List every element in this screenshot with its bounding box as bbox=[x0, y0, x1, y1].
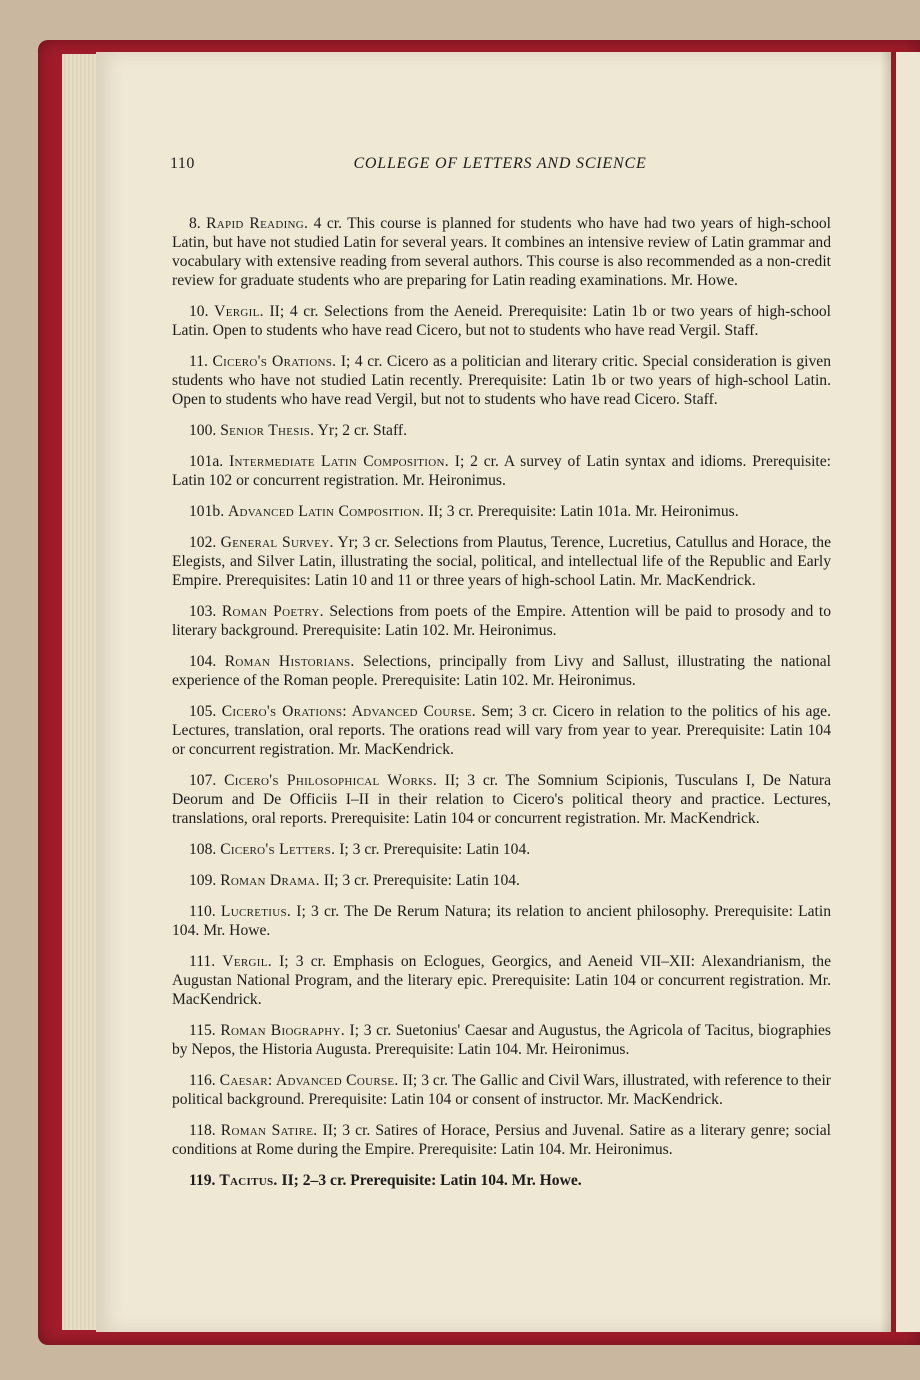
course-title: Roman Historians. bbox=[224, 653, 355, 670]
course-description: II; 3 cr. Satires of Horace, Persius and Juvenal. Satire as a literary genre; social conditions at Rome during the Empire. Prerequisite: Latin 104. Mr. Heironimus. bbox=[172, 1122, 832, 1158]
course-number: 119. bbox=[189, 1172, 216, 1189]
course-entry bbox=[172, 421, 831, 440]
course-number: 111. bbox=[189, 953, 216, 970]
running-title: COLLEGE OF LETTERS AND SCIENCE bbox=[353, 155, 647, 172]
course-title: Roman Satire. bbox=[220, 1122, 318, 1139]
course-title: General Survey. bbox=[220, 534, 334, 551]
course-number: 100. bbox=[189, 422, 217, 439]
course-title: Roman Drama. bbox=[220, 872, 320, 889]
course-entry bbox=[172, 871, 831, 890]
course-description: I; 3 cr. The De Rerum Natura; its relation to ancient philosophy. Prerequisite: Latin 104. Mr. Howe. bbox=[172, 903, 831, 939]
course-entry bbox=[172, 533, 831, 590]
course-number: 102. bbox=[189, 534, 217, 551]
course-entry bbox=[172, 840, 831, 859]
course-entry bbox=[172, 1021, 831, 1059]
course-title: Cicero's Letters. bbox=[220, 841, 336, 858]
course-entry bbox=[172, 214, 831, 290]
course-title: Cicero's Philosophical Works. bbox=[224, 772, 438, 789]
spine-shadow bbox=[880, 52, 896, 1332]
course-description: II; 4 cr. Selections from the Aeneid. Prerequisite: Latin 1b or two years of high-school Latin. Open to students who have read Cicero, but not to students who have read Vergil. Staff. bbox=[172, 303, 831, 339]
course-entry bbox=[172, 452, 831, 490]
course-title: Vergil. bbox=[214, 303, 264, 320]
page-number: 110 bbox=[170, 155, 195, 172]
course-description: II; 3 cr. The Somnium Scipionis, Tusculans I, De Natura Deorum and De Officiis I–II in their relation to Cicero's political theory and practice. Lectures, translations, oral reports. Prerequisite: Latin 104 or concurrent registration. Mr. MacKendrick. bbox=[172, 772, 831, 827]
course-description: Selections from poets of the Empire. Attention will be paid to prosody and to literary background. Prerequisite: Latin 102. Mr. Heironimus. bbox=[172, 603, 831, 639]
course-description: II; 3 cr. Prerequisite: Latin 101a. Mr. Heironimus. bbox=[424, 503, 739, 520]
course-entry bbox=[172, 1071, 831, 1109]
course-number: 108. bbox=[189, 841, 217, 858]
course-entry bbox=[172, 1121, 831, 1159]
course-description: II; 3 cr. Prerequisite: Latin 104. bbox=[319, 872, 520, 889]
course-number: 115. bbox=[189, 1022, 216, 1039]
course-number: 107. bbox=[189, 772, 217, 789]
course-number: 110. bbox=[189, 903, 216, 920]
course-description: I; 3 cr. Emphasis on Eclogues, Georgics, and Aeneid VII–XII: Alexandrianism, the Augustan National Program, and the literary epic. Prerequisite: Latin 104 or concurrent registration. Mr. MacKendrick. bbox=[172, 953, 831, 1008]
course-entry bbox=[172, 502, 831, 521]
course-description: Selections, principally from Livy and Sallust, illustrating the national experience of the Roman people. Prerequisite: Latin 102. Mr. Heironimus. bbox=[172, 653, 832, 689]
course-title: Cicero's Orations: Advanced Course. bbox=[221, 703, 476, 720]
course-number: 103. bbox=[189, 603, 217, 620]
course-entry bbox=[172, 602, 831, 640]
course-entry bbox=[172, 302, 831, 340]
course-entry bbox=[172, 902, 831, 940]
course-list bbox=[172, 214, 831, 1202]
course-description: I; 3 cr. Prerequisite: Latin 104. bbox=[335, 841, 531, 858]
course-number: 109. bbox=[189, 872, 217, 889]
course-number: 118. bbox=[189, 1122, 216, 1139]
course-entry bbox=[172, 652, 831, 690]
course-entry bbox=[172, 952, 831, 1009]
course-number: 101a. bbox=[189, 453, 224, 470]
course-number: 10. bbox=[189, 303, 209, 320]
course-description: 4 cr. This course is planned for students who have had two years of high-school Latin, but have not studied Latin for several years. It combines an intensive review of Latin grammar and vocabulary with extensive reading from several authors. This course is also recommended as a non-credit review for graduate students who are preparing for Latin reading examinations. Mr. Howe. bbox=[172, 215, 832, 289]
course-title: Vergil. bbox=[222, 953, 272, 970]
course-title: Rapid Reading. bbox=[206, 215, 309, 232]
course-description: II; 2–3 cr. Prerequisite: Latin 104. Mr. Howe. bbox=[277, 1172, 582, 1189]
course-description: Sem; 3 cr. Cicero in relation to the politics of his age. Lectures, translation, oral reports. The orations read will vary from year to year. Prerequisite: Latin 104 or concurrent registration. Mr. MacKendrick. bbox=[172, 703, 831, 758]
course-entry bbox=[172, 1171, 831, 1190]
course-description: I; 2 cr. A survey of Latin syntax and idioms. Prerequisite: Latin 102 or concurrent registration. Mr. Heironimus. bbox=[172, 453, 832, 489]
course-description: Yr; 3 cr. Selections from Plautus, Terence, Lucretius, Catullus and Horace, the Elegists, and Silver Latin, illustrating the social, political, and intellectual life of the Republic and Early Empire. Prerequisites: Latin 10 and 11 or three years of high-school Latin. Mr. MacKendrick. bbox=[172, 534, 832, 589]
course-title: Lucretius. bbox=[220, 903, 292, 920]
course-number: 11. bbox=[189, 353, 208, 370]
course-number: 101b. bbox=[189, 503, 225, 520]
course-description: II; 3 cr. The Gallic and Civil Wars, illustrated, with reference to their political background. Prerequisite: Latin 104 or consent of instructor. Mr. MacKendrick. bbox=[172, 1072, 831, 1108]
course-description: Yr; 2 cr. Staff. bbox=[314, 422, 407, 439]
course-title: Advanced Latin Composition. bbox=[228, 503, 425, 520]
course-title: Cicero's Orations. bbox=[212, 353, 337, 370]
page-header bbox=[170, 155, 830, 177]
course-number: 104. bbox=[189, 653, 217, 670]
course-number: 116. bbox=[189, 1072, 216, 1089]
course-title: Caesar: Advanced Course. bbox=[219, 1072, 399, 1089]
course-description: I; 4 cr. Cicero as a politician and literary critic. Special consideration is given students who have not studied Latin recently. Prerequisite: Latin 1b or two years of high-school Latin. Open to students who have read Vergil, but not to students who have read Cicero. Staff. bbox=[172, 353, 831, 408]
course-entry bbox=[172, 771, 831, 828]
course-entry bbox=[172, 702, 831, 759]
course-title: Intermediate Latin Composition. bbox=[229, 453, 449, 470]
course-title: Tacitus. bbox=[219, 1172, 278, 1189]
course-title: Senior Thesis. bbox=[220, 422, 315, 439]
facing-page-edge bbox=[896, 52, 920, 1332]
course-title: Roman Poetry. bbox=[221, 603, 324, 620]
course-number: 8. bbox=[189, 215, 201, 232]
course-description: I; 3 cr. Suetonius' Caesar and Augustus, the Agricola of Tacitus, biographies by Nepos, the Historia Augusta. Prerequisite: Latin 104. Mr. Heironimus. bbox=[172, 1022, 831, 1058]
course-entry bbox=[172, 352, 831, 409]
course-title: Roman Biography. bbox=[220, 1022, 345, 1039]
course-number: 105. bbox=[189, 703, 217, 720]
